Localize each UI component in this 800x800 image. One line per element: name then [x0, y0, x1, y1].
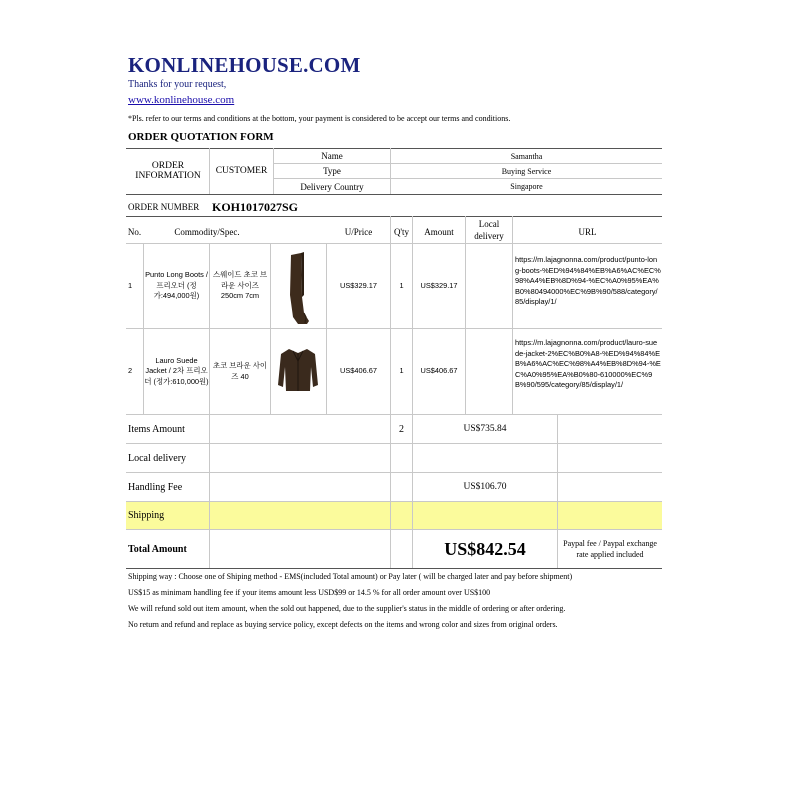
- jacket-icon: [271, 345, 326, 397]
- items-amount-label: Items Amount: [128, 423, 185, 435]
- item-url[interactable]: https://m.lajagnonna.com/product/lauro-suede-jacket-2%EC%B0%A8-%ED%94%84%EB%A6%AC%EC%98%A4%EB%8D%94-%EC%A0%95%EA%B0%80-610000%EC%9B%90/595/category/85/display/1/: [515, 338, 661, 389]
- item-uprice: US$406.67: [340, 366, 377, 376]
- col-commodity: Commodity/Spec.: [174, 227, 240, 237]
- paypal-note: Paypal fee / Paypal exchange rate applied included: [563, 539, 657, 559]
- items-qty: 2: [399, 423, 404, 435]
- boot-image: [271, 247, 326, 327]
- order-number-label: ORDER NUMBER: [128, 202, 200, 212]
- item-local-delivery: [466, 329, 512, 414]
- item-no: 2: [127, 366, 133, 376]
- footer-note: US$15 as minimam handling fee if your items amount less USD$99 or 14.5 % for all order amount over US$100: [128, 588, 491, 597]
- item-no: 1: [127, 280, 133, 290]
- items-amount: US$735.84: [463, 424, 507, 434]
- item-spec: 스웨이드 초코 브라운 사이즈 250cm 7cm: [212, 270, 268, 301]
- col-url: URL: [578, 227, 597, 237]
- shipping-label: Shipping: [128, 510, 165, 521]
- total-amount-label: Total Amount: [128, 543, 187, 555]
- col-amount: Amount: [424, 227, 454, 237]
- country-label: Delivery Country: [300, 181, 364, 192]
- item-name: Lauro Suede Jacket / 2차 프리오더 (정가:610,000원): [144, 355, 209, 386]
- company-title: KONLINEHOUSE.COM: [128, 53, 361, 77]
- jacket-image: [271, 345, 326, 397]
- order-information-label: ORDER INFORMATION: [135, 161, 201, 181]
- total-amount-value: US$842.54: [444, 538, 526, 559]
- footer-note: Shipping way : Choose one of Shiping method - EMS(included Total amount) or Pay later ( will be charged later and pay before shipment): [128, 572, 573, 581]
- handling-fee-label: Handling Fee: [128, 481, 183, 493]
- name-value: Samantha: [510, 151, 543, 161]
- col-local-delivery: Local delivery: [474, 219, 504, 241]
- item-url[interactable]: https://m.lajagnonna.com/product/punto-long-boots-%ED%94%84%EB%A6%AC%EC%98%A4%EB%8D%94-%EC%A0%95%EA%B0%80494000%EC%9B%90/588/category/85/display/1/: [515, 255, 661, 306]
- item-qty: 1: [399, 280, 404, 290]
- name-label: Name: [321, 151, 343, 161]
- item-qty: 1: [399, 366, 404, 376]
- col-qty: Q'ty: [393, 227, 410, 237]
- item-uprice: US$329.17: [340, 280, 377, 290]
- form-title: ORDER QUOTATION FORM: [128, 131, 274, 143]
- item-amount: US$406.67: [420, 366, 458, 376]
- country-value: Singapore: [510, 182, 543, 191]
- item-amount: US$329.17: [420, 280, 458, 290]
- order-number-value: KOH1017027SG: [212, 199, 299, 214]
- handling-fee-value: US$106.70: [463, 482, 507, 492]
- col-uprice: U/Price: [344, 227, 373, 237]
- boot-icon: [271, 247, 326, 327]
- customer-label: CUSTOMER: [215, 166, 268, 176]
- type-value: Buying Service: [501, 166, 552, 176]
- local-delivery-label: Local delivery: [128, 452, 187, 464]
- footer-note: No return and refund and replace as buying service policy, except defects on the items and wrong color and sizes from original orders.: [128, 620, 558, 629]
- type-label: Type: [323, 166, 341, 176]
- col-no: No.: [127, 227, 142, 237]
- website-link[interactable]: www.konlinehouse.com: [128, 94, 235, 106]
- item-spec: 초코 브라운 사이즈 40: [212, 361, 268, 381]
- thanks-text: Thanks for your request,: [128, 79, 227, 90]
- footer-note: We will refund sold out item amount, when the sold out happened, due to the supplier's status in the middle of ordering or after ordering.: [128, 604, 566, 613]
- item-local-delivery: [466, 244, 512, 328]
- terms-note: *Pls. refer to our terms and conditions at the bottom, your payment is considered to be accept our terms and conditions.: [128, 114, 511, 123]
- item-name: Punto Long Boots / 프리오더 (정가:494,000원): [145, 270, 208, 301]
